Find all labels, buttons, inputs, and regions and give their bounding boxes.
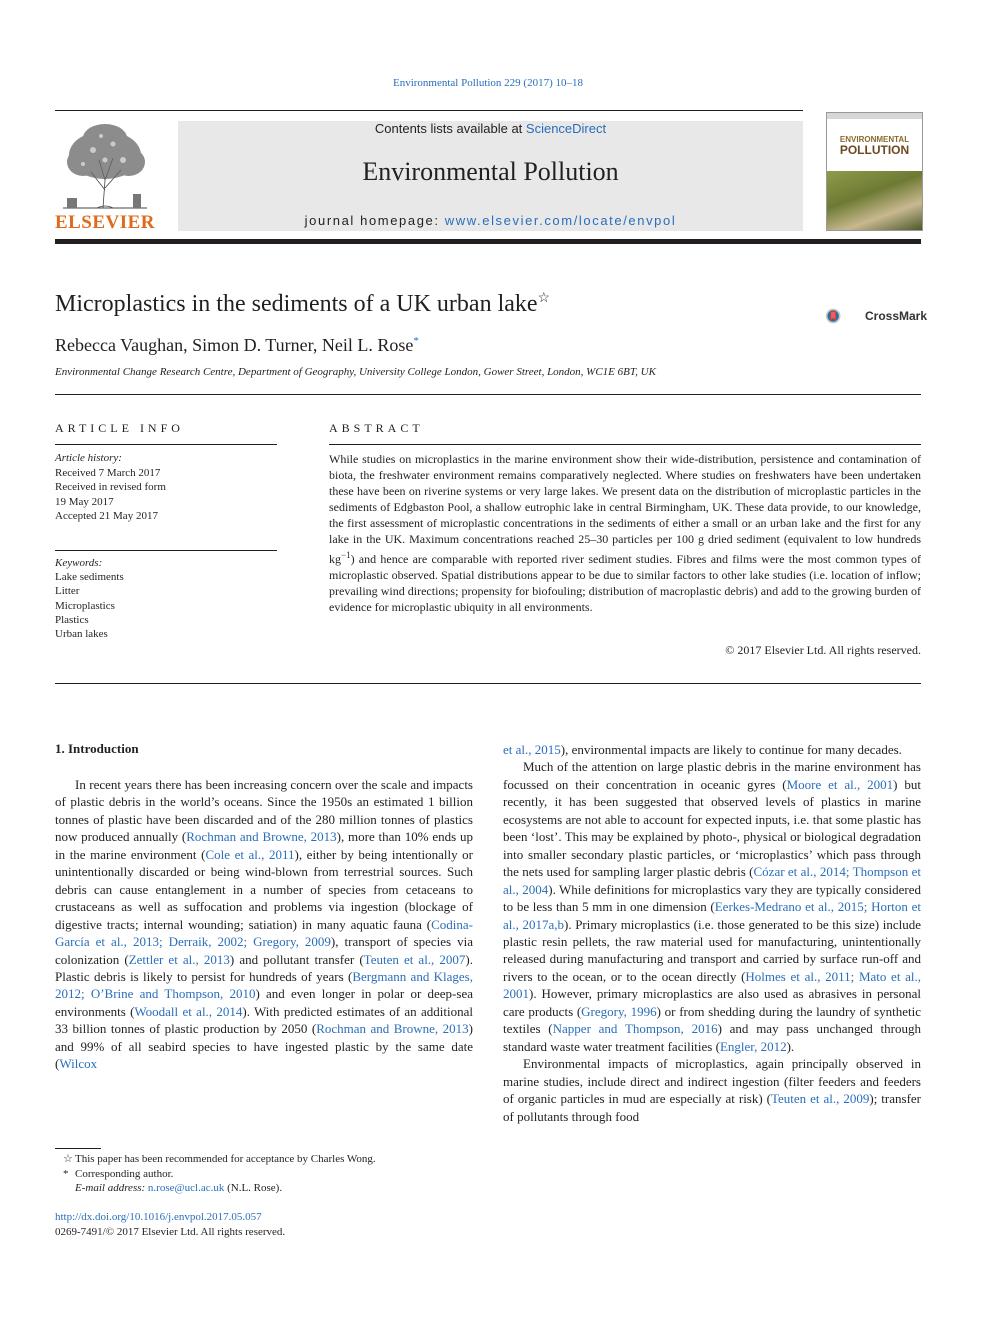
footnote-email — [55, 1181, 376, 1196]
history-revised-date: 19 May 2017 — [55, 495, 114, 508]
header-thick-rule — [55, 239, 921, 244]
paragraph-text: Environmental impacts of microplastics, again principally observed in marine studies, include direct and indirect ingestion (filter feeders and feeders of organic particles in mud are especially at risk) ( — [503, 1056, 921, 1107]
footnote-rule — [55, 1148, 101, 1149]
intro-paragraph-2 — [503, 758, 921, 1055]
citation-link[interactable]: et al., 2015 — [503, 742, 561, 757]
history-received: Received 7 March 2017 — [55, 466, 161, 479]
citation-link[interactable]: Engler, 2012 — [719, 1038, 787, 1054]
affiliation-rule — [55, 394, 921, 395]
paragraph-text: ), either by being intentionally or unintentionally discarded or being wind-blown from terrestrial sources. Such debris can cause entanglement in a number of species from cetaceans to crustaceans as well as suffocation and problems via ingestion (blockage of digestive tracts; internal wounding; satiation) in many aquatic fauna ( — [55, 846, 473, 932]
history-revised-label: Received in revised form — [55, 481, 166, 493]
citation-link[interactable]: Codina-García et al., 2013; Derraik, 2002; Gregory, 2009 — [55, 916, 473, 950]
contents-prefix: Contents lists available at — [374, 121, 526, 136]
cover-photo — [827, 171, 922, 230]
cover-title-small: ENVIRONMENTAL — [839, 135, 910, 144]
citation-link[interactable]: Cole et al., 2011 — [205, 846, 295, 862]
email-label: E-mail address: — [75, 1182, 148, 1194]
journal-cover-thumbnail[interactable] — [826, 112, 923, 231]
paragraph-text: ). — [786, 1038, 795, 1054]
email-link[interactable]: n.rose@ucl.ac.uk — [147, 1182, 225, 1194]
paragraph-text: ), more than 10% ends up in the marine environment ( — [55, 829, 473, 862]
article-title — [55, 290, 550, 318]
footnote-corresponding — [55, 1167, 376, 1182]
author-affiliation: Environmental Change Research Centre, Department of Geography, University College London, Gower Street, London, WC1E 6BT, UK — [55, 366, 656, 378]
paragraph-text: In recent years there has been increasing concern over the scale and impacts of plastic debris in the world’s oceans. Since the 1950s an estimated 1 billion tonnes of plastic have been discarded and of the 280 million tonnes of plastics now produced annually ( — [55, 777, 473, 845]
keywords-label: Keywords: — [55, 557, 103, 569]
citation-link[interactable]: Eerkes-Medrano et al., 2015; Horton et al., 2017a,b — [503, 899, 921, 932]
article-info-rule — [55, 444, 277, 445]
abstract-text-part2: ) and hence are comparable with reported river sediment studies. Fibres and films were the most common types of microplastic observed. Spatial distributions appear to be due to similar factors to other lake studies (i.e. location of inflow; prevailing wind directions; propensity for biofouling; distribution of macroplastic debris) and add to the growing burden of evidence for microplastic ubiquity in all environments. — [329, 552, 921, 614]
doi-link[interactable]: http://dx.doi.org/10.1016/j.envpol.2017.05.057 — [55, 1211, 262, 1223]
keywords-rule — [55, 550, 277, 551]
history-accepted: Accepted 21 May 2017 — [55, 510, 158, 522]
paragraph-text: ). With predicted estimates of an additional 33 billion tonnes of plastic production by 2050 ( — [55, 1003, 473, 1037]
sciencedirect-link[interactable]: ScienceDirect — [525, 121, 607, 136]
history-label: Article history: — [55, 452, 122, 464]
footnote-recommendation-text: This paper has been recommended for acceptance by Charles Wong. — [75, 1153, 376, 1165]
homepage-link[interactable]: www.elsevier.com/locate/envpol — [444, 213, 677, 228]
authors-text: Rebecca Vaughan, Simon D. Turner, Neil L. Rose — [55, 335, 414, 355]
crossmark-icon[interactable] — [825, 296, 865, 336]
journal-citation[interactable]: Environmental Pollution 229 (2017) 10–18 — [392, 77, 584, 89]
abstract-superscript: −1 — [341, 550, 351, 560]
footnote-asterisk-mark: * — [63, 1167, 69, 1180]
citation-link[interactable]: Bergmann and Klages, 2012; O’Brine and Thompson, 2010 — [55, 968, 473, 1002]
intro-paragraph-1-continued — [503, 741, 921, 758]
paragraph-text: ), transport of species via colonization ( — [55, 934, 474, 967]
paragraph-text: ) and even longer in polar or deep-sea environments ( — [55, 986, 473, 1019]
body-rule — [55, 683, 921, 684]
article-info-heading: ARTICLE INFO — [55, 421, 184, 435]
paragraph-text: ) but recently, it has been suggested that observed levels of plastics in marine ecosystems are not able to account for expected inputs, i.e. that some plastic has been ‘lost’. This may be explained by photo-, physical or biological degradation into smaller secondary plastic particles, or ‘microplastics’ which pass through the nets used for sampling larger plastic debris ( — [503, 776, 921, 880]
paragraph-text: ) and may pass unchanged through standard waste water treatment facilities ( — [503, 1021, 921, 1054]
crossmark-label[interactable]: CrossMark — [865, 309, 928, 323]
corresponding-author-mark[interactable]: * — [413, 335, 419, 347]
email-suffix: (N.L. Rose). — [224, 1182, 283, 1194]
keyword-item: Plastics — [55, 613, 89, 626]
footnote-corresponding-text: Corresponding author. — [75, 1167, 174, 1180]
abstract-heading: ABSTRACT — [329, 421, 424, 435]
paragraph-text: Much of the attention on large plastic debris in the marine environment has focussed on their concentration in oceanic gyres ( — [503, 759, 921, 792]
keyword-item: Lake sediments — [55, 571, 124, 584]
paragraph-text: ). However, primary microplastics are also used as abrasives in personal care products ( — [503, 986, 921, 1019]
keywords-list — [55, 556, 277, 641]
paragraph-text: ). Plastic debris is likely to persist for hundreds of years ( — [55, 951, 473, 984]
paragraph-text: ). While definitions for microplastics vary they are typically considered to be less than 5 mm in one dimension ( — [503, 881, 921, 915]
citation-link[interactable]: Holmes et al., 2011; Mato et al., 2001 — [503, 968, 921, 1002]
article-history — [55, 451, 277, 524]
citation-link[interactable]: Cózar et al., 2014; Thompson et al., 2004 — [503, 864, 921, 897]
citation-link[interactable]: Moore et al., 2001 — [786, 776, 894, 792]
author-list — [55, 335, 419, 356]
footnotes — [55, 1152, 376, 1196]
issn-copyright: 0269-7491/© 2017 Elsevier Ltd. All rights reserved. — [55, 1226, 286, 1238]
contents-availability — [178, 121, 803, 136]
elsevier-wordmark: ELSEVIER — [54, 212, 156, 233]
homepage-prefix: journal homepage: — [304, 213, 445, 228]
abstract-body — [329, 451, 921, 615]
header-rule — [55, 110, 803, 111]
paragraph-text: ). Primary microplastics (i.e. those generated to be this size) include plastic resin pellets, the raw material used for manufacturing, unintentionally released during manufacturing and transport and carried by surface run-off and rivers to the ocean, or to the ocean directly ( — [503, 916, 921, 984]
citation-link[interactable]: Rochman and Browne, 2013 — [316, 1021, 469, 1037]
paragraph-text: ) and pollutant transfer ( — [229, 951, 364, 967]
section-heading-introduction: 1. Introduction — [55, 741, 139, 756]
body-column-right — [503, 741, 921, 1125]
article-title-text: Microplastics in the sediments of a UK urban lake — [55, 291, 538, 317]
cover-top-bar — [827, 113, 922, 119]
citation-link[interactable]: Woodall et al., 2014 — [134, 1003, 243, 1019]
footnote-star-mark: ☆ — [63, 1153, 73, 1165]
paragraph-text: ) or from shedding during the laundry of synthetic textiles ( — [503, 1003, 921, 1037]
intro-paragraph-1 — [55, 776, 473, 1073]
body-column-left — [55, 776, 473, 1073]
footnote-recommendation — [55, 1152, 376, 1167]
paragraph-text: ) and 99% of all seabird species to have ingested plastic by the same date ( — [55, 1021, 473, 1072]
journal-homepage — [178, 213, 803, 228]
citation-link[interactable]: Wilcox — [59, 1056, 98, 1072]
keyword-item: Microplastics — [55, 599, 115, 612]
cover-title-big: POLLUTION — [839, 143, 910, 157]
citation-link[interactable]: Teuten et al., 2007 — [363, 951, 466, 967]
citation-link[interactable]: Napper and Thompson, 2016 — [552, 1021, 718, 1037]
journal-title: Environmental Pollution — [362, 157, 619, 186]
title-footnote-mark[interactable]: ☆ — [537, 291, 551, 306]
keyword-item: Urban lakes — [55, 628, 108, 641]
keyword-item: Litter — [55, 585, 80, 598]
abstract-rule — [329, 444, 921, 445]
citation-link[interactable]: Teuten et al., 2009 — [771, 1091, 870, 1107]
citation-link[interactable]: Rochman and Browne, 2013 — [186, 829, 337, 845]
intro-paragraph-3 — [503, 1055, 921, 1125]
citation-link[interactable]: Zettler et al., 2013 — [128, 951, 230, 967]
paragraph-text: ), environmental impacts are likely to continue for many decades. — [560, 742, 902, 757]
abstract-copyright: © 2017 Elsevier Ltd. All rights reserved. — [725, 643, 921, 657]
citation-link[interactable]: Gregory, 1996 — [581, 1003, 657, 1019]
abstract-text-part1: While studies on microplastics in the marine environment show their wide-distribution, persistence and contamination of biota, the freshwater environment remains comparatively neglected. Where studies on freshwaters have been undertaken these have been on riverine systems or very large lakes. We present data on the distribution of microplastic particles in the sediments of Edgbaston Pool, a shallow eutrophic lake in central Birmingham, UK. These data provide, to our knowledge, the first assessment of microplastic concentrations in the sediments of either a small or an urban lake and the first for any lake in the UK. Maximum concentrations reached 25–30 particles per 100 g dried sediment (equivalent to low hundreds kg — [329, 452, 921, 566]
paragraph-text: ); transfer of pollutants through food — [503, 1091, 922, 1124]
